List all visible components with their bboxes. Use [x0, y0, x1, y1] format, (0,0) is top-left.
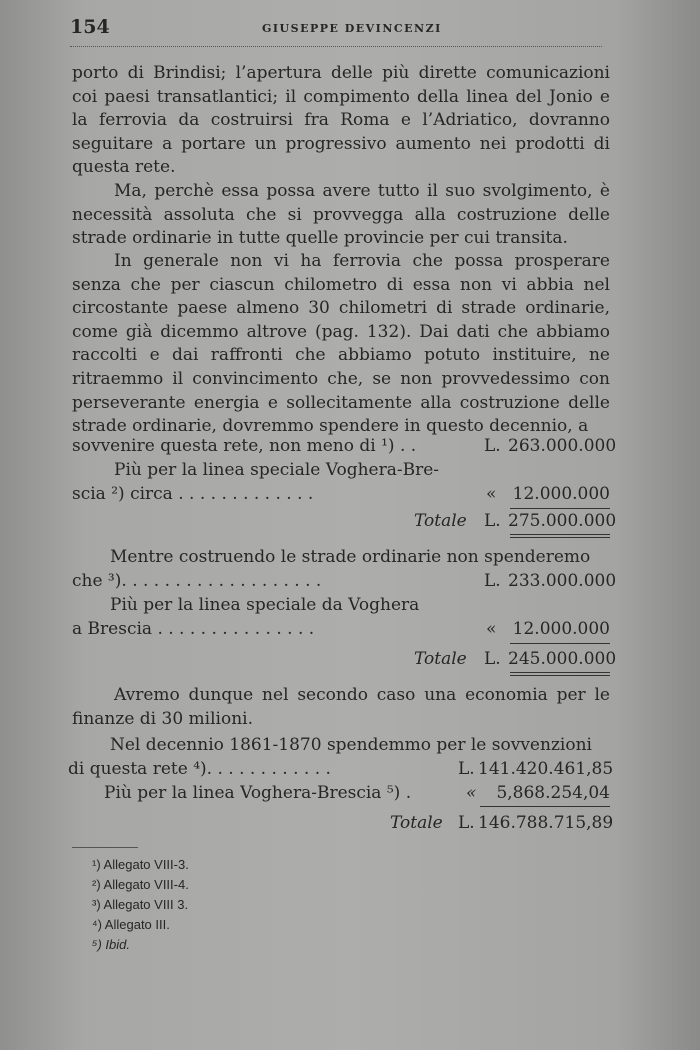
table2-double-rule-a — [510, 672, 610, 673]
footnote-2: ²) Allegato VIII-4. — [92, 877, 189, 892]
table1-row1-text: sovvenire questa rete, non meno di ¹) . . — [72, 436, 417, 456]
table3-row2-text: Più per la linea Voghera-Brescia ⁵) . — [104, 783, 412, 803]
table1-row1-currency: L. — [484, 436, 501, 456]
table3-sum-rule — [480, 806, 610, 807]
paragraph-1: porto di Brindisi; l’apertura delle più dirette comunicazioni coi paesi transatlantici; il compimento della linea del Jonio e la ferrovia da costruirsi fra Roma e l’Adriatico, dovranno seguitare a portare un progressivo aumento nei prodotti di questa rete. — [72, 63, 610, 178]
footnote-3: ³) Allegato VIII 3. — [92, 897, 189, 912]
table1-total-amount: 275.000.000 — [508, 511, 617, 531]
paragraph-4: Mentre costruendo le strade ordinarie non spenderemo — [110, 547, 591, 567]
table1-row2-text-b: scia ²) circa . . . . . . . . . . . . . — [72, 484, 314, 504]
table2-row1-currency: L. — [484, 571, 501, 591]
table2-row2-text-b: a Brescia . . . . . . . . . . . . . . . — [72, 619, 315, 639]
table1-row1-amount: 263.000.000 — [508, 436, 617, 456]
footnote-rule — [72, 847, 138, 848]
page-number: 154 — [70, 16, 110, 38]
footnote-5: ⁵) Ibid. — [92, 937, 130, 952]
table1-sum-rule — [510, 508, 610, 509]
table1-row2-currency: « — [486, 484, 497, 504]
table1-total-label: Totale — [414, 511, 467, 531]
paragraph-2: Ma, perchè essa possa avere tutto il suo svolgimento, è necessità assoluta che si provvegga alla costruzione delle strade ordinarie in tutte quelle provincie per cui transita. — [72, 181, 610, 249]
paragraph-6: Nel decennio 1861-1870 spendemmo per le sovvenzioni — [110, 735, 592, 755]
table3-total-label: Totale — [390, 813, 443, 833]
table3-row2-currency: « — [466, 783, 477, 803]
table2-row2-currency: « — [486, 619, 497, 639]
table3-row2-amount: 5,868.254,04 — [496, 783, 610, 803]
table2-total-label: Totale — [414, 649, 467, 669]
table2-sum-rule — [510, 643, 610, 644]
paragraph-5: Avremo dunque nel secondo caso una economia per le finanze di 30 milioni. — [72, 685, 610, 729]
table2-row1-text: che ³). . . . . . . . . . . . . . . . . . . — [72, 571, 322, 591]
table1-total-currency: L. — [484, 511, 501, 531]
table1-row2-text-a: Più per la linea speciale Voghera-Bre- — [114, 460, 440, 480]
header-rule — [70, 46, 602, 47]
table3-row1-text: di questa rete ⁴). . . . . . . . . . . . — [68, 759, 331, 779]
table2-row2-amount: 12.000.000 — [512, 619, 610, 639]
table2-total-amount: 245.000.000 — [508, 649, 617, 669]
table3-total-amount: 146.788.715,89 — [478, 813, 614, 833]
paragraph-3: In generale non vi ha ferrovia che possa prosperare senza che per ciascun chilometro di essa non vi abbia nel circostante paese almeno 30 chilometri di strade ordinarie, come già dicemmo altrove (pag. 132). Dai dati che abbiamo raccolti e dai raffronti che abbiamo potuto instituire, ne ritraemmo il convincimento che, se non provvedessimo con perseverante energia e sollecitamente alla costruzione delle strade ordinarie, dovremmo spendere in questo decennio, a — [72, 251, 610, 437]
table2-total-currency: L. — [484, 649, 501, 669]
table1-row2-amount: 12.000.000 — [512, 484, 610, 504]
footnote-1: ¹) Allegato VIII-3. — [92, 857, 189, 872]
table3-row1-amount: 141.420.461,85 — [478, 759, 614, 779]
table2-row2-text-a: Più per la linea speciale da Voghera — [110, 595, 420, 615]
table3-total-currency: L. — [458, 813, 475, 833]
table2-row1-amount: 233.000.000 — [508, 571, 617, 591]
running-title: GIUSEPPE DEVINCENZI — [262, 22, 442, 35]
table1-double-rule-b — [510, 537, 610, 538]
table2-double-rule-b — [510, 675, 610, 676]
footnote-4: ⁴) Allegato III. — [92, 917, 170, 932]
table1-double-rule-a — [510, 534, 610, 535]
table3-row1-currency: L. — [458, 759, 475, 779]
